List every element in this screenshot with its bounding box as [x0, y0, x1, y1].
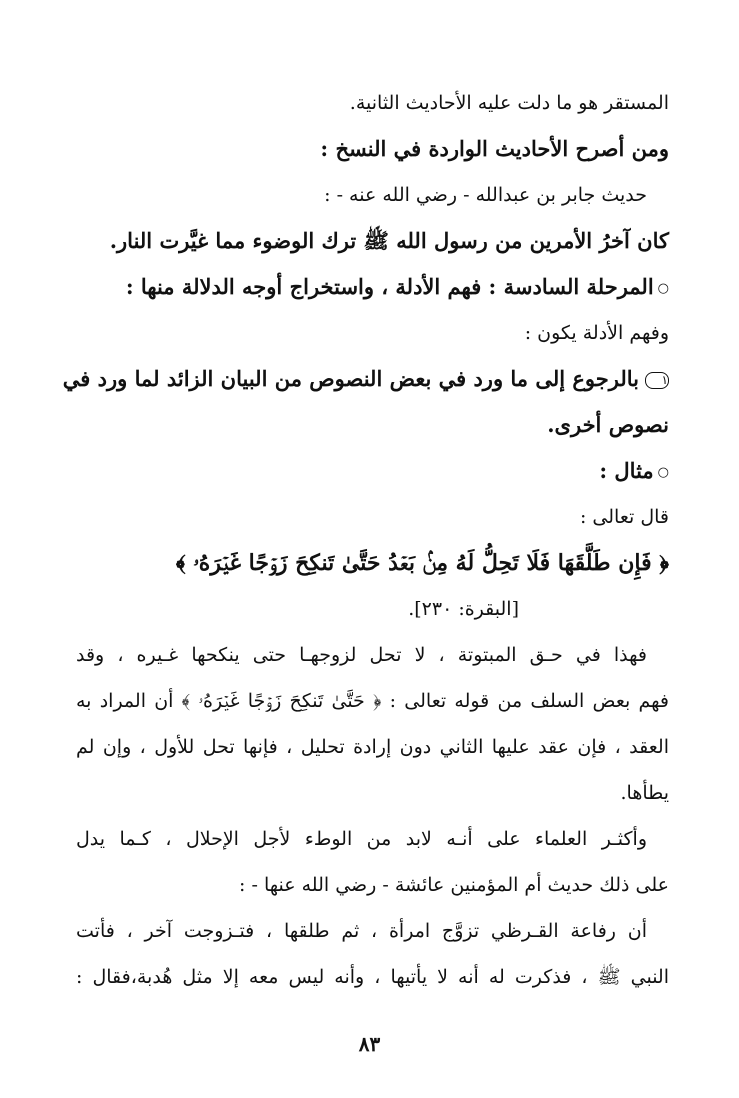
- text-line-19: أن رفاعة القـرظي تزوَّج امرأة ، ثم طلقها ، فتـزوجت آخر ، فأتت: [76, 920, 647, 942]
- page-number: ٨٣: [358, 1032, 381, 1056]
- example-heading: [76, 448, 669, 494]
- bullet-icon: ○: [657, 280, 669, 296]
- text-line-10: قال تعالى :: [579, 506, 669, 528]
- text-line-13: فهذا في حـق المبتوتة ، لا تحل لزوجهـا حتى ينكحها غـيره ، وقد: [76, 644, 647, 666]
- text-line-4: كان آخرُ الأمرين من رسول الله ﷺ ترك الوضوء مما غيَّرت النار.: [109, 228, 669, 253]
- text-line-20: النبي ﷺ ، فذكرت له أنه لا يأتيها ، وأنه ليس معه إلا مثل هُدبة،فقال :: [76, 966, 669, 988]
- text-line-6: وفهم الأدلة يكون :: [524, 322, 669, 344]
- example-heading-text: مثال :: [599, 458, 654, 483]
- text-line-16: يطأها.: [620, 782, 669, 804]
- quran-verse: ﴿ فَإِن طَلَّقَهَا فَلَا تَحِلُّ لَهُ مِنۢ بَعۡدُ حَتَّىٰ تَنكِحَ زَوۡجًا غَيۡرَهُۥ ﴾: [175, 550, 669, 576]
- text-line-18: على ذلك حديث أم المؤمنين عائشة - رضي الله عنها - :: [239, 874, 669, 896]
- numbered-item-1: [62, 356, 669, 402]
- text-line-14: فهم بعض السلف من قوله تعالى : ﴿ حَتَّىٰ تَنكِحَ زَوۡجًا غَيۡرَهُۥ ﴾ أن المراد به: [76, 690, 669, 712]
- text-line-1: المستقر هو ما دلت عليه الأحاديث الثانية.: [349, 92, 669, 114]
- text-line-2: ومن أصرح الأحاديث الواردة في النسخ :: [320, 136, 669, 161]
- text-line-15: العقد ، فإن عقد عليها الثاني دون إرادة تحليل ، فإنها تحل للأول ، وإن لم: [76, 736, 669, 758]
- numbered-item-text: بالرجوع إلى ما ورد في بعض النصوص من البيان الزائد لما ورد في: [62, 366, 639, 391]
- bullet-icon: ○: [657, 464, 669, 480]
- text-line-8: نصوص أخرى.: [547, 412, 669, 437]
- verse-reference: [البقرة: ٢٣٠].: [408, 598, 519, 620]
- section-heading: [76, 264, 669, 310]
- text-line-17: وأكثـر العلماء على أنـه لابد من الوطء لأجل الإحلال ، كـما يدل: [76, 828, 647, 850]
- text-line-3: حديث جابر بن عبدالله - رضي الله عنه - :: [324, 184, 647, 206]
- number-badge-icon: ١: [645, 372, 669, 389]
- section-heading-text: المرحلة السادسة : فهم الأدلة ، واستخراج أوجه الدلالة منها :: [125, 274, 654, 299]
